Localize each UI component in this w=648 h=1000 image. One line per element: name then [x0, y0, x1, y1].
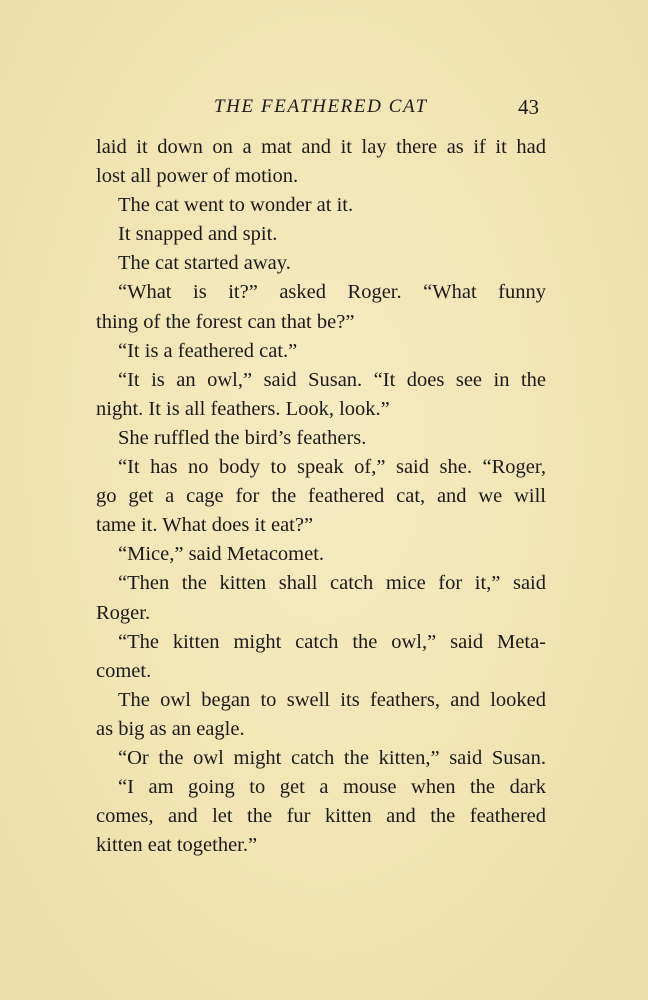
text-line: laid it down on a mat and it lay there as if it had: [96, 136, 546, 158]
text-line: as big as an eagle.: [96, 717, 245, 740]
page-number: 43: [518, 95, 539, 119]
text-line: The cat started away.: [118, 252, 291, 275]
text-line: Roger.: [96, 601, 151, 624]
text-line: go get a cage for the feathered cat, and we will: [96, 485, 546, 508]
running-title: THE FEATHERED CAT: [214, 96, 428, 117]
text-line: kitten eat together.”: [96, 834, 258, 857]
text-line: tame it. What does it eat?”: [96, 514, 314, 537]
running-head: [0, 92, 648, 122]
text-line: night. It is all feathers. Look, look.”: [96, 397, 390, 420]
text-line: “It is a feathered cat.”: [118, 339, 298, 362]
text-line: thing of the forest can that be?”: [96, 310, 355, 333]
text-line: “It is an owl,” said Susan. “It does see in the: [118, 368, 546, 391]
text-line: The cat went to wonder at it.: [118, 194, 354, 217]
text-line: “What is it?” asked Roger. “What funny: [118, 281, 546, 304]
text-line: “I am going to get a mouse when the dark: [118, 776, 546, 799]
text-line: “The kitten might catch the owl,” said Meta-: [118, 630, 546, 653]
text-line: The owl began to swell its feathers, and looked: [118, 688, 546, 711]
text-line: comet.: [96, 659, 152, 682]
text-line: comes, and let the fur kitten and the feathered: [96, 805, 546, 828]
text-line: “Then the kitten shall catch mice for it,” said: [118, 572, 546, 595]
body-text: [96, 133, 546, 860]
text-line: “Mice,” said Metacomet.: [118, 543, 325, 566]
text-line: “Or the owl might catch the kitten,” said Susan.: [118, 746, 546, 769]
text-line: She ruffled the bird’s feathers.: [118, 426, 367, 449]
text-line: “It has no body to speak of,” said she. “Roger,: [118, 456, 546, 479]
text-line: lost all power of motion.: [96, 165, 299, 188]
text-line: It snapped and spit.: [118, 223, 278, 246]
